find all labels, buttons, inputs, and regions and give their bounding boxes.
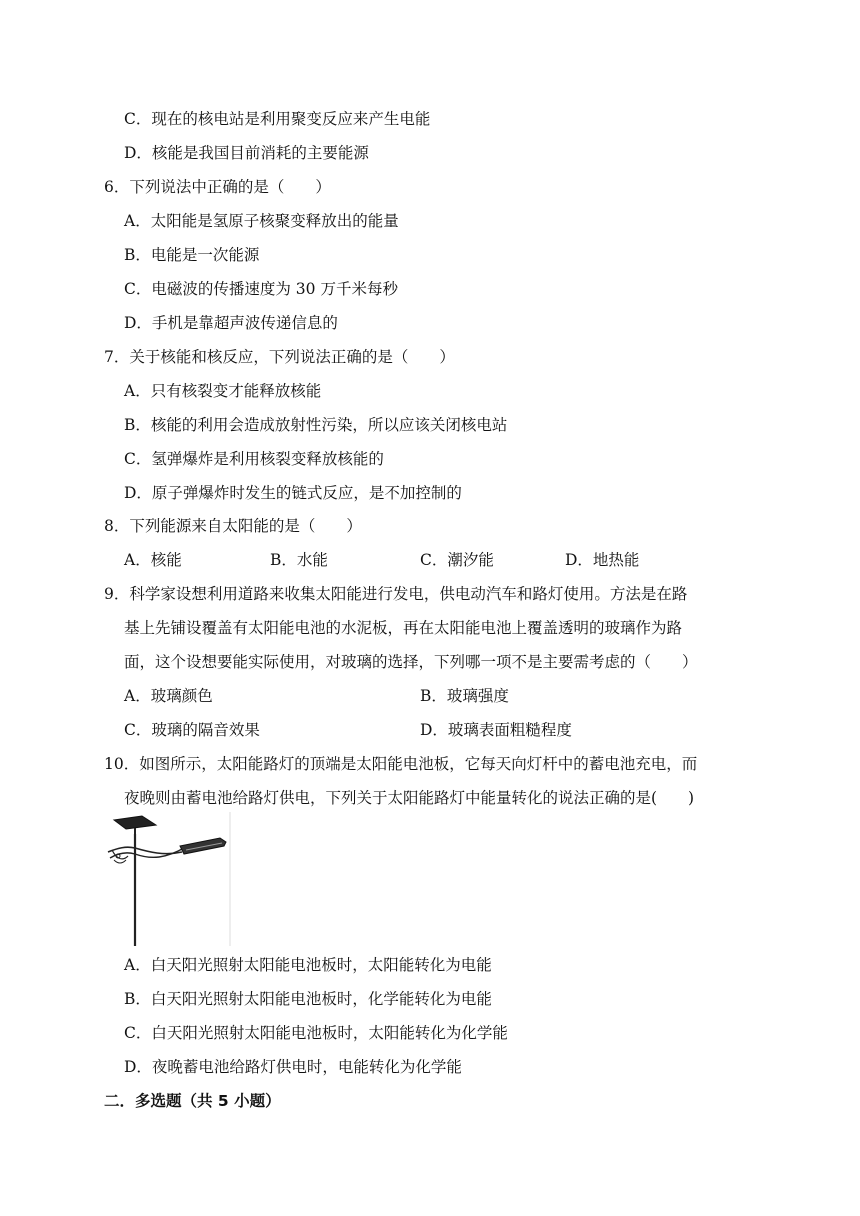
q6-option-b: B．电能是一次能源 bbox=[124, 246, 260, 264]
q7-option-b: B．核能的利用会造成放射性污染，所以应该关闭核电站 bbox=[124, 416, 508, 434]
q8-stem: 8．下列能源来自太阳能的是（ ） bbox=[104, 517, 362, 535]
q6-option-a: A．太阳能是氢原子核聚变释放出的能量 bbox=[124, 212, 399, 230]
q5-option-c: C．现在的核电站是利用聚变反应来产生电能 bbox=[124, 110, 431, 128]
q10-option-c: C．白天阳光照射太阳能电池板时，太阳能转化为化学能 bbox=[124, 1024, 508, 1042]
q9-option-b: B．玻璃强度 bbox=[420, 687, 509, 705]
q8-option-b: B．水能 bbox=[270, 551, 328, 569]
q9-stem-line1: 9．科学家设想利用道路来收集太阳能进行发电，供电动汽车和路灯使用。方法是在路 bbox=[104, 585, 688, 603]
q7-option-c: C．氢弹爆炸是利用核裂变释放核能的 bbox=[124, 450, 384, 468]
q5-option-d: D．核能是我国目前消耗的主要能源 bbox=[124, 144, 369, 162]
q9-option-d: D．玻璃表面粗糙程度 bbox=[420, 721, 572, 739]
q10-option-b: B．白天阳光照射太阳能电池板时，化学能转化为电能 bbox=[124, 990, 492, 1008]
q6-stem: 6．下列说法中正确的是（ ） bbox=[104, 178, 331, 196]
q9-option-a: A．玻璃颜色 bbox=[124, 687, 213, 705]
q9-option-c: C．玻璃的隔音效果 bbox=[124, 721, 260, 739]
q6-option-c: C．电磁波的传播速度为 30 万千米每秒 bbox=[124, 280, 398, 298]
q8-option-c: C．潮汐能 bbox=[420, 551, 494, 569]
q9-stem-line2: 基上先铺设覆盖有太阳能电池的水泥板，再在太阳能电池上覆盖透明的玻璃作为路 bbox=[124, 619, 683, 637]
q10-stem-line2: 夜晚则由蓄电池给路灯供电，下列关于太阳能路灯中能量转化的说法正确的是( ) bbox=[124, 789, 695, 807]
q6-option-d: D．手机是靠超声波传递信息的 bbox=[124, 314, 338, 332]
q8-option-a: A．核能 bbox=[124, 551, 182, 569]
q7-option-a: A．只有核裂变才能释放核能 bbox=[124, 382, 322, 400]
q10-option-a: A．白天阳光照射太阳能电池板时，太阳能转化为电能 bbox=[124, 956, 492, 974]
q10-option-d: D．夜晚蓄电池给路灯供电时，电能转化为化学能 bbox=[124, 1058, 462, 1076]
section-2-heading: 二．多选题（共 5 小题） bbox=[104, 1092, 281, 1110]
solar-street-lamp-figure bbox=[104, 812, 232, 946]
q10-stem-line1: 10．如图所示，太阳能路灯的顶端是太阳能电池板，它每天向灯杆中的蓄电池充电，而 bbox=[104, 755, 698, 773]
q7-stem: 7．关于核能和核反应，下列说法正确的是（ ） bbox=[104, 348, 455, 366]
q9-stem-line3: 面，这个设想要能实际使用，对玻璃的选择，下列哪一项不是主要需考虑的（ ） bbox=[124, 653, 698, 671]
q8-option-d: D．地热能 bbox=[565, 551, 640, 569]
q7-option-d: D．原子弹爆炸时发生的链式反应，是不加控制的 bbox=[124, 484, 462, 502]
